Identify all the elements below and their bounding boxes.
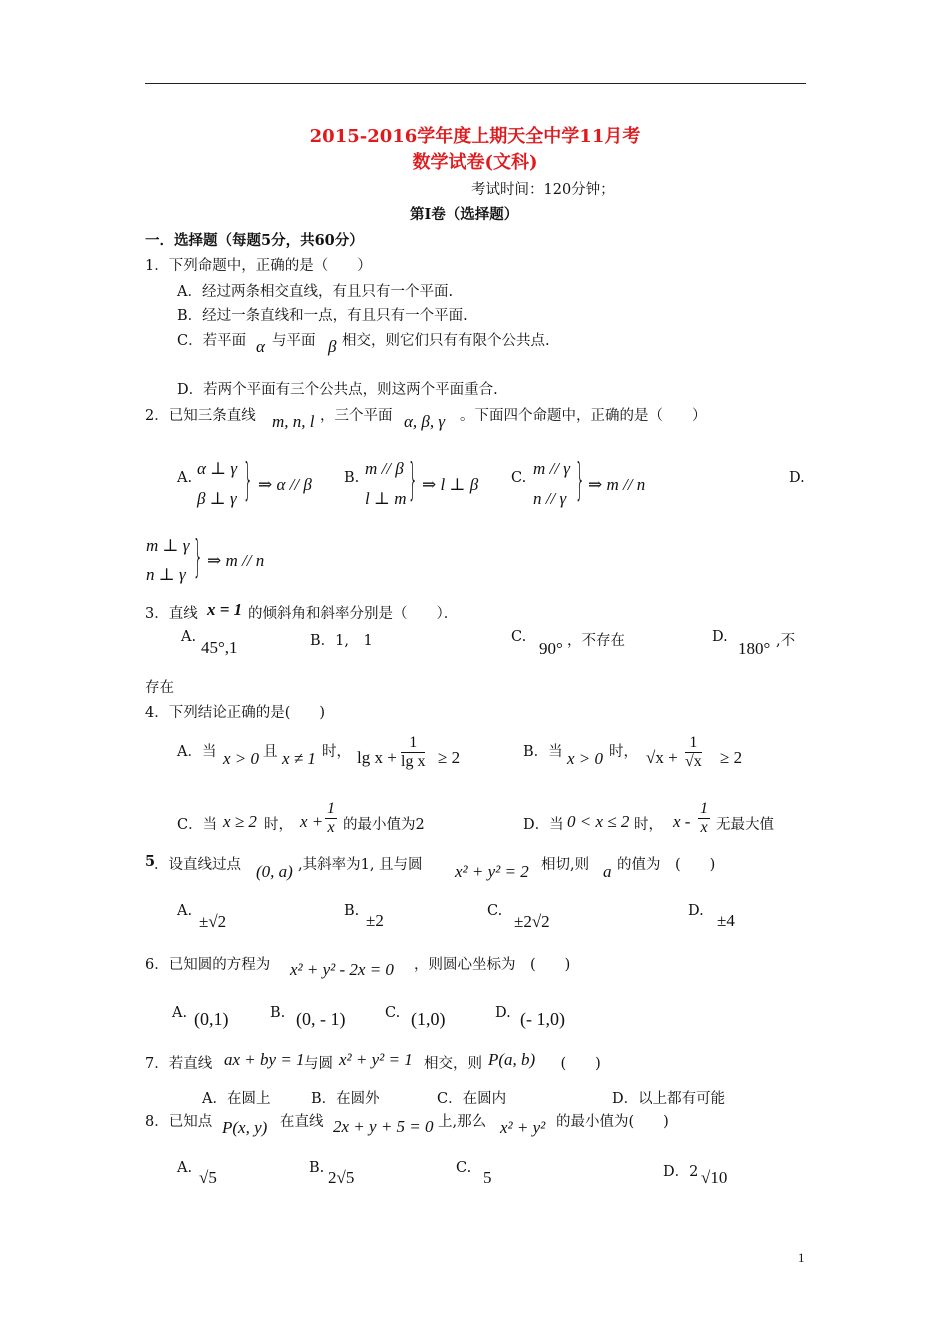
q4-option-c-shi: 时， [264, 817, 293, 833]
q2-option-b-brace: } [408, 454, 418, 505]
q8-option-b-label: B. [309, 1160, 325, 1176]
q4-option-a-shi: 时， [322, 744, 351, 760]
q4-option-c-expr: x + [300, 812, 324, 831]
q2-option-b-label: B. [344, 470, 360, 486]
q5-option-b-label: B. [344, 903, 360, 919]
q6-option-a-value: (0,1) [194, 1009, 229, 1029]
page-number: 1 [798, 1250, 805, 1265]
q4-option-b-fraction [685, 734, 702, 771]
q3-option-c-value: 90° [539, 639, 563, 658]
q2-option-b-result: ⇒ l ⊥ β [422, 475, 479, 494]
q3-equation: x = 1 [207, 600, 243, 619]
q6-stem-post: ，则圆心坐标为 ( ) [414, 957, 571, 973]
q4-option-b-numerator: 1 [685, 734, 702, 753]
q1-option-c-beta: β [328, 337, 337, 356]
q3-option-c-post: ，不存在 [567, 633, 625, 649]
q8-stem-mid2: 上,那么 [438, 1114, 487, 1130]
q8-option-d-label: D．2 [663, 1164, 699, 1180]
q5-point: (0, a) [256, 862, 293, 881]
q4-option-b-cond: x > 0 [567, 749, 604, 768]
q4-option-a-fraction [401, 734, 425, 771]
q4-option-d-pre: D．当 [523, 817, 564, 833]
q3-option-b: B．1, 1 [310, 633, 373, 649]
q5-stem-post: 的值为 ( ) [617, 857, 716, 873]
q5-option-d-value: ±4 [717, 911, 735, 930]
q7-stem-mid: 与圆 [304, 1056, 333, 1072]
q7-stem-mid2: 相交，则 [424, 1056, 482, 1072]
q4-option-d-post: 无最大值 [716, 817, 774, 833]
q4-option-d-denominator: x [700, 819, 708, 836]
q8-expression: x² + y² [500, 1118, 546, 1137]
q6-option-c-value: (1,0) [411, 1009, 446, 1029]
q8-stem-pre: 8．已知点 [145, 1114, 213, 1130]
q6-option-a-label: A. [172, 1005, 188, 1021]
q2-stem-pre: 2．已知三条直线 [145, 408, 256, 424]
q2-option-a-line1: α ⊥ γ [197, 459, 238, 478]
q4-option-c-cond: x ≥ 2 [223, 812, 257, 831]
q4-option-a-denominator: lg x [401, 753, 426, 770]
q4-option-c-fraction [325, 800, 337, 837]
q1-option-c-alpha: α [256, 337, 265, 356]
q5-option-a-label: A. [177, 903, 193, 919]
q8-stem-post: 的最小值为( ) [556, 1114, 669, 1130]
q8-option-c-label: C. [456, 1160, 472, 1176]
q2-option-c-result: ⇒ m // n [588, 475, 646, 494]
exam-time: 考试时间：120分钟； [471, 182, 615, 198]
q6-option-d-label: D. [495, 1005, 511, 1021]
q2-stem-post: 。下面四个命题中，正确的是（ ） [460, 408, 707, 424]
q7-stem-pre: 7．若直线 [145, 1056, 213, 1072]
q6-option-b-value: (0, - 1) [296, 1009, 346, 1029]
q4-option-c-numerator: 1 [327, 800, 335, 817]
q2-lines: m, n, l [272, 412, 315, 431]
q4-option-c-pre: C．当 [177, 817, 218, 833]
q4-option-b-shi: 时， [609, 744, 638, 760]
q7-option-a: A．在圆上 [202, 1091, 271, 1107]
q4-option-c-denominator: x [327, 819, 335, 836]
q1-option-d: D．若两个平面有三个公共点，则这两个平面重合. [177, 382, 498, 398]
q4-option-c-post: 的最小值为2 [343, 817, 425, 833]
q4-option-d-fraction [698, 800, 710, 837]
q4-option-d-numerator: 1 [700, 800, 708, 817]
q5-option-c-value: ±2√2 [514, 912, 550, 931]
q3-option-d-label: D. [712, 629, 728, 645]
q4-option-a-pre: A．当 [177, 744, 217, 760]
q3-option-a-label: A. [181, 629, 197, 645]
q3-option-d-post: ,不 [776, 633, 796, 649]
q5-stem-pre: ．设直线过点 [154, 857, 241, 873]
q4-stem: 4．下列结论正确的是( ) [145, 705, 326, 721]
q8-stem-mid: 在直线 [280, 1114, 324, 1130]
q2-option-d-line1: m ⊥ γ [146, 536, 190, 555]
q4-option-b-ge: ≥ 2 [720, 748, 743, 767]
q4-option-b-denominator: √x [685, 753, 702, 770]
exam-subtitle: 数学试卷(文科) [412, 152, 538, 173]
q5-option-b-value: ±2 [366, 911, 384, 930]
q6-stem-pre: 6．已知圆的方程为 [145, 957, 271, 973]
q2-option-d-line2: n ⊥ γ [146, 565, 186, 584]
q7-point: P(a, b) [488, 1050, 536, 1069]
q2-option-a-line2: β ⊥ γ [197, 489, 237, 508]
q6-equation: x² + y² - 2x = 0 [290, 960, 394, 979]
q8-line: 2x + y + 5 = 0 [333, 1117, 434, 1136]
q2-stem-mid: ，三个平面 [320, 408, 393, 424]
q2-option-c-brace: } [575, 454, 585, 505]
q2-option-b-line2: l ⊥ m [365, 489, 407, 508]
q4-option-d-cond: 0 < x ≤ 2 [567, 812, 630, 831]
q4-option-d-expr: x - [673, 812, 691, 831]
q1-option-b: B．经过一条直线和一点，有且只有一个平面. [177, 308, 468, 324]
q4-option-a-cond2: x ≠ 1 [282, 749, 316, 768]
q5-stem-mid2: 相切,则 [541, 857, 590, 873]
q1-stem: 1．下列命题中，正确的是（ ） [145, 258, 372, 274]
q1-option-c-pre: C．若平面 [177, 333, 247, 349]
q7-option-c: C．在圆内 [437, 1091, 507, 1107]
q7-option-b: B．在圆外 [311, 1091, 380, 1107]
q7-circle: x² + y² = 1 [339, 1050, 413, 1069]
q2-option-a-label: A. [177, 470, 193, 486]
q4-option-a-expr: lg x + [357, 748, 397, 767]
q1-option-a: A．经过两条相交直线，有且只有一个平面. [177, 284, 454, 300]
q2-option-c-label: C. [511, 470, 527, 486]
q4-option-b-expr: √x + [646, 748, 678, 767]
q4-option-a-numerator: 1 [401, 734, 425, 753]
q2-option-c-line1: m // γ [533, 459, 570, 478]
q2-option-d-label: D. [789, 470, 805, 486]
q5-option-d-label: D. [688, 903, 704, 919]
q3-stem-post: 的倾斜角和斜率分别是（ ）． [248, 606, 459, 622]
q4-option-a-qie: 且 [263, 744, 278, 760]
q7-line: ax + by = 1 [224, 1050, 305, 1069]
q3-option-c-label: C. [511, 629, 527, 645]
volume-heading: 第I卷（选择题） [410, 206, 519, 223]
q8-option-a-value: √5 [199, 1168, 217, 1187]
q2-option-d-result: ⇒ m // n [207, 551, 265, 570]
q5-number: 5 [145, 853, 156, 870]
q3-option-d-wrap: 存在 [145, 680, 174, 696]
q2-option-d-brace: } [193, 531, 203, 582]
q6-option-d-value: (- 1,0) [520, 1009, 565, 1029]
q2-planes: α, β, γ [404, 412, 446, 431]
q7-stem-post: ( ) [546, 1056, 601, 1072]
q8-option-c-value: 5 [483, 1168, 492, 1187]
q8-option-a-label: A. [177, 1160, 193, 1176]
q2-option-b-line1: m // β [365, 459, 404, 478]
q8-option-b-value: 2√5 [328, 1168, 355, 1187]
q3-stem-pre: 3．直线 [145, 606, 198, 622]
q6-option-c-label: C. [385, 1005, 401, 1021]
q1-option-c-mid: 与平面 [272, 333, 316, 349]
q5-option-c-label: C. [487, 903, 503, 919]
q5-option-a-value: ±√2 [199, 912, 227, 931]
exam-title: 2015-2016学年度上期天全中学11月考 [309, 126, 641, 147]
q3-option-d-value: 180° [738, 639, 771, 658]
q2-option-a-result: ⇒ α // β [258, 475, 312, 494]
q5-stem-mid: ,其斜率为1, 且与圆 [298, 857, 423, 873]
q4-option-a-ge: ≥ 2 [438, 748, 461, 767]
q6-option-b-label: B. [270, 1005, 286, 1021]
header-rule [145, 83, 806, 84]
q8-option-d-value: √10 [701, 1168, 728, 1187]
q4-option-b-pre: B．当 [523, 744, 563, 760]
q3-option-a-value: 45°,1 [201, 638, 238, 657]
q2-option-a-brace: } [243, 454, 253, 505]
q2-option-c-line2: n // γ [533, 489, 567, 508]
q8-point: P(x, y) [222, 1118, 268, 1137]
q7-option-d: D．以上都有可能 [612, 1091, 726, 1107]
q5-circle: x² + y² = 2 [455, 862, 529, 881]
section-heading: 一．选择题（每题5分，共60分） [145, 232, 364, 249]
q1-option-c-post: 相交，则它们只有有限个公共点. [342, 333, 550, 349]
q5-var-a: a [603, 862, 612, 881]
q4-option-d-shi: 时， [634, 817, 663, 833]
q4-option-a-cond1: x > 0 [223, 749, 260, 768]
